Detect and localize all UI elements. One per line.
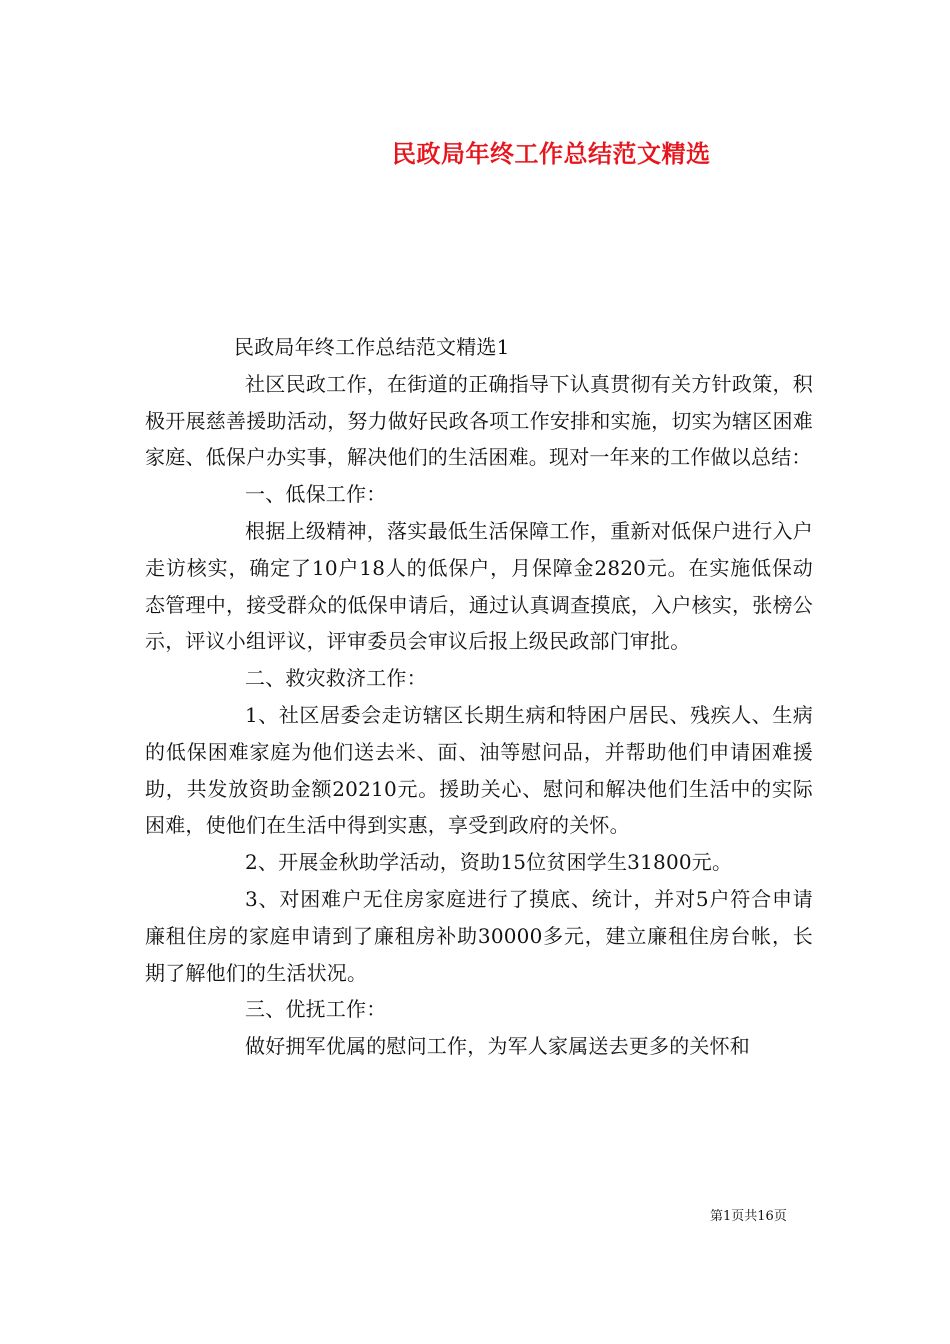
- document-body: [145, 329, 813, 1065]
- paragraph-intro: 社区民政工作，在街道的正确指导下认真贯彻有关方针政策，积极开展慈善援助活动，努力做好民政各项工作安排和实施，切实为辖区困难家庭、低保户办实事，解决他们的生活困难。现对一年来的工作做以总结：: [145, 371, 813, 470]
- paragraph-preferential: 做好拥军优属的慰问工作，为军人家属送去更多的关怀和: [245, 1034, 750, 1059]
- section-subtitle: 民政局年终工作总结范文精选1: [234, 335, 510, 359]
- paragraph-subsistence: 根据上级精神，落实最低生活保障工作，重新对低保户进行入户走访核实，确定了10户18人的低保户，月保障金2820元。在实施低保动态管理中，接受群众的低保申请后，通过认真调查摸底，入户核实，张榜公示，评议小组评议，评审委员会审议后报上级民政部门审批。: [145, 518, 813, 654]
- paragraph-relief-1: 1、社区居委会走访辖区长期生病和特困户居民、残疾人、生病的低保困难家庭为他们送去米、面、油等慰问品，并帮助他们申请困难援助，共发放资助金额20210元。援助关心、慰问和解决他们生活中的实际困难，使他们在生活中得到实惠，享受到政府的关怀。: [145, 702, 813, 838]
- paragraph-relief-2: 2、开展金秋助学活动，资助15位贫困学生31800元。: [245, 850, 733, 875]
- paragraph-relief-3: 3、对困难户无住房家庭进行了摸底、统计，并对5户符合申请廉租住房的家庭申请到了廉租房补助30000多元，建立廉租住房台帐，长期了解他们的生活状况。: [145, 886, 813, 985]
- heading-preferential: 三、优抚工作：: [245, 997, 387, 1022]
- heading-subsistence: 一、低保工作：: [245, 482, 387, 507]
- heading-disaster-relief: 二、救灾救济工作：: [245, 666, 427, 691]
- document-title: 民政局年终工作总结范文精选: [392, 139, 711, 168]
- page-number-footer: 第1页共16页: [710, 1209, 787, 1224]
